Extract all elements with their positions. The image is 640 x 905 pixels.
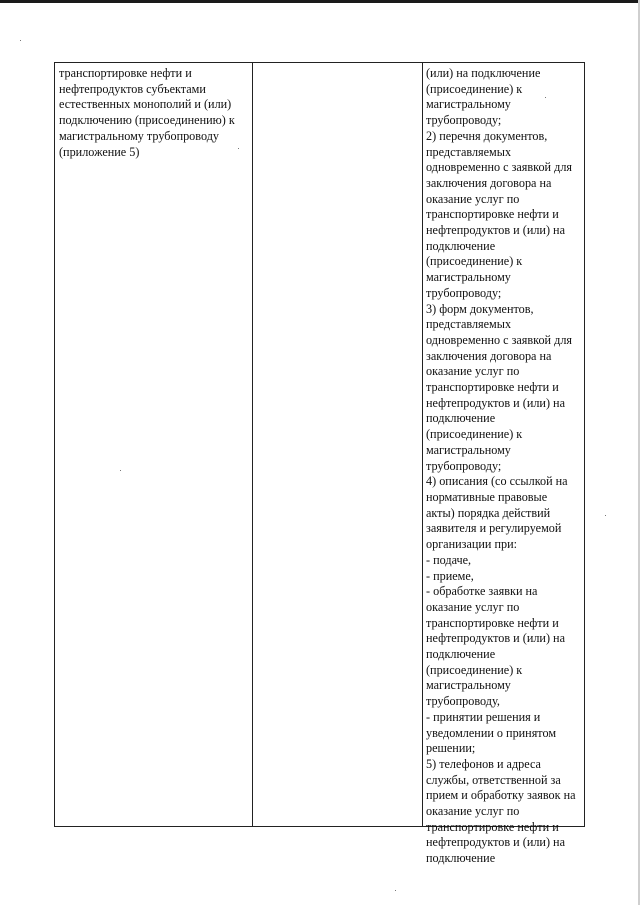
cell-text-line: заключения договора на <box>426 348 552 363</box>
scan-speck <box>238 148 239 149</box>
cell-text-line: нефтепродуктов и (или) на <box>426 835 565 850</box>
cell-text-line: подключение <box>426 238 496 253</box>
scan-speck <box>545 97 546 98</box>
cell-text-line: оказание услуг по <box>426 804 520 819</box>
cell-text-line: трубопроводу; <box>426 113 502 128</box>
column-divider-2 <box>422 63 423 826</box>
cell-text-line: одновременно с заявкой для <box>426 332 573 347</box>
cell-text-line: заключения договора на <box>426 175 552 190</box>
cell-text-line: (присоединение) к <box>426 81 523 96</box>
cell-text-line: подключение <box>426 411 496 426</box>
cell-text-line: (или) на подключение <box>426 66 541 80</box>
cell-text-line: (присоединение) к <box>426 427 523 442</box>
cell-text-line: организации при: <box>426 537 518 552</box>
cell-text-line: транспортировке нефти и <box>426 819 559 834</box>
cell-text-line: транспортировке нефти и <box>426 615 559 630</box>
cell-text-line: (присоединение) к <box>426 662 523 677</box>
cell-text-line: магистральному <box>426 442 511 457</box>
cell-text-line: магистральному <box>426 270 511 285</box>
cell-text-line: транспортировке нефти и <box>426 207 559 222</box>
cell-text-line: оказание услуг по <box>426 599 520 614</box>
cell-text-line: магистральному трубопроводу <box>59 128 219 143</box>
scan-top-border <box>0 0 640 3</box>
scan-speck <box>605 515 606 516</box>
cell-text-line: 4) описания (со ссылкой на <box>426 474 568 489</box>
cell-text-line: трубопроводу, <box>426 694 500 709</box>
cell-text-line: трубопроводу; <box>426 285 502 300</box>
cell-text-line: (приложение 5) <box>59 144 140 159</box>
cell-text-line: - подаче, <box>426 552 472 567</box>
cell-text-line: нефтепродуктов и (или) на <box>426 395 565 410</box>
cell-text-line: 3) форм документов, <box>426 301 534 316</box>
cell-text-line: транспортировке нефти и <box>426 380 559 395</box>
cell-text-line: нормативные правовые <box>426 489 548 504</box>
cell-text-line: решении; <box>426 741 476 756</box>
table-cell-right <box>426 66 576 867</box>
cell-text-line: подключение <box>426 851 496 866</box>
cell-text-line: нефтепродуктов и (или) на <box>426 631 565 646</box>
cell-text-line: уведомлении о принятом <box>426 725 557 740</box>
cell-text-line: - принятии решения и <box>426 709 541 724</box>
cell-text-line: транспортировке нефти и <box>59 66 192 80</box>
cell-text-line: представляемых <box>426 144 512 159</box>
cell-text-line: магистральному <box>426 97 511 112</box>
cell-text-line: прием и обработку заявок на <box>426 788 576 803</box>
table-cell-left <box>59 66 235 160</box>
cell-text-line: акты) порядка действий <box>426 505 551 520</box>
cell-text-line: - приеме, <box>426 568 474 583</box>
cell-text-line: нефтепродуктов субъектами <box>59 81 206 96</box>
cell-text-line: оказание услуг по <box>426 191 520 206</box>
cell-text-line: естественных монополий и (или) <box>59 97 232 112</box>
scan-speck <box>120 470 121 471</box>
cell-text-line: одновременно с заявкой для <box>426 160 573 175</box>
document-table <box>54 62 585 866</box>
cell-text-line: магистральному <box>426 678 511 693</box>
cell-text-line: подключению (присоединению) к <box>59 113 235 128</box>
scan-speck <box>20 40 21 41</box>
cell-text-line: нефтепродуктов и (или) на <box>426 223 565 238</box>
cell-text-line: службы, ответственной за <box>426 772 561 787</box>
cell-text-line: (присоединение) к <box>426 254 523 269</box>
cell-text-line: заявителя и регулируемой <box>426 521 562 536</box>
cell-text-line: - обработке заявки на <box>426 584 538 599</box>
cell-text-line: оказание услуг по <box>426 364 520 379</box>
cell-text-line: представляемых <box>426 317 512 332</box>
cell-text-line: 2) перечня документов, <box>426 128 548 143</box>
cell-text-line: 5) телефонов и адреса <box>426 756 541 771</box>
column-divider-1 <box>252 63 253 826</box>
cell-text-line: трубопроводу; <box>426 458 502 473</box>
scan-speck <box>395 890 396 891</box>
cell-text-line: подключение <box>426 647 496 662</box>
